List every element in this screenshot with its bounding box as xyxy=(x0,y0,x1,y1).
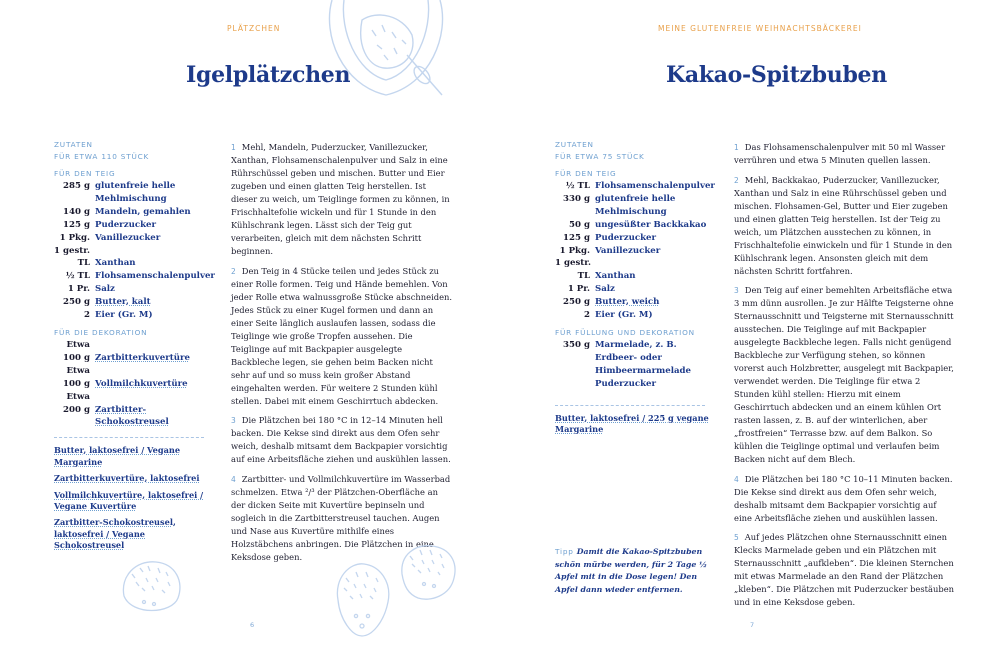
step xyxy=(734,473,956,525)
yield-heading: FÜR ETWA 110 STÜCK xyxy=(54,152,150,161)
ingredient-qty: 350 g xyxy=(563,339,590,350)
ingredient-row xyxy=(54,180,212,206)
step-number: 1 xyxy=(734,143,739,152)
yield-heading: FÜR ETWA 75 STÜCK xyxy=(555,152,645,161)
step xyxy=(734,531,956,609)
ingredient-row xyxy=(54,245,212,258)
ingredient-row xyxy=(54,270,215,283)
ingredients-heading: ZUTATEN xyxy=(54,140,93,149)
ingredient-row xyxy=(54,365,212,378)
ingredient-qty: 125 g xyxy=(563,232,590,243)
hedgehog-cookie-illustration xyxy=(330,560,394,640)
step-number: 2 xyxy=(734,175,739,185)
ingredients-heading: ZUTATEN xyxy=(555,140,594,149)
ingredient-row xyxy=(54,296,212,309)
ingredient-name: Marmelade, z. B. Erdbeer- oder Himbeermarmelade xyxy=(595,339,692,376)
ingredient-list xyxy=(54,339,212,429)
ingredient-name xyxy=(90,296,212,309)
step-text: Mehl, Mandeln, Puderzucker, Vanillezucker, Xanthan, Flohsamenschalenpulver und Salz in eine Rührschüssel geben und mischen. Butter und Eier zugeben und einen glatten Teig herstellen. Ist dieser zu weich, um Teiglinge formen zu können, in Frischhaltefolie wickeln und für 1 Stunde in den Kühlschrank legen. Lässt sich der Teig gut verarbeiten, gleich mit dem nächsten Schritt beginnen. xyxy=(231,142,450,256)
step-text: Das Flohsamenschalenpulver mit 50 ml Wasser verrühren und etwa 5 Minuten quellen lassen. xyxy=(734,142,946,165)
ingredient-name: Mandeln, gemahlen xyxy=(95,206,191,217)
ingredient-name: Xanthan xyxy=(595,271,636,282)
ingredient-name: Puderzucker xyxy=(595,232,657,243)
ingredient-row xyxy=(54,378,212,391)
ingredient-qty: Etwa xyxy=(66,365,90,376)
ingredient-name: Vanillezucker xyxy=(595,245,661,256)
ingredient-row xyxy=(54,219,212,232)
ingredient-row xyxy=(54,232,212,245)
page-number: 7 xyxy=(750,621,755,629)
step-text: Auf jedes Plätzchen ohne Sternausschnitt einen Klecks Marmelade geben und ein Plätzchen mit Sternausschnitt „aufkleben“. Die kleinen Sternchen mit etwas Marmelade an den Rand der Plätzchen „kleben“. Die Plätzchen mit Puderzucker bestäuben und in eine Keksdose geben. xyxy=(734,532,955,607)
step-number: 3 xyxy=(231,416,236,425)
group-heading: FÜR DIE DEKORATION xyxy=(54,327,148,337)
step-number: 4 xyxy=(231,474,236,484)
ingredient-row xyxy=(54,352,212,365)
ingredient-qty: 1 Pr. xyxy=(67,284,90,295)
ingredient-row xyxy=(555,309,713,322)
ingredient-row xyxy=(54,283,212,296)
ingredient-qty: 285 g xyxy=(63,181,90,191)
ingredient-qty: 2 xyxy=(584,310,590,321)
ingredient-qty: TL xyxy=(577,271,590,282)
ingredients-column xyxy=(54,139,215,557)
substitution-text: Zartbitter-Schokostreusel, laktosefrei / Vegane Schokostreusel xyxy=(54,517,176,551)
ingredient-qty xyxy=(555,378,590,391)
ingredient-name: Xanthan xyxy=(95,258,136,269)
substitution-note xyxy=(54,445,212,468)
ingredient-row xyxy=(555,339,713,378)
ingredient-qty: 250 g xyxy=(563,297,590,308)
ingredient-qty: 2 xyxy=(84,310,90,321)
hedgehog-cookie-illustration xyxy=(118,556,186,618)
step xyxy=(734,141,956,167)
page-number: 6 xyxy=(250,621,255,629)
running-head: MEINE GLUTENFREIE WEIHNACHTSBÄCKEREI xyxy=(658,24,862,33)
recipe-title: Igelplätzchen xyxy=(186,62,351,88)
divider xyxy=(555,405,705,406)
ingredient-qty: TL xyxy=(77,258,90,269)
ingredient-qty: 1 gestr. xyxy=(54,245,90,256)
ingredient-row xyxy=(555,232,713,245)
ingredient-row xyxy=(555,270,713,283)
ingredient-qty: 1 gestr. xyxy=(555,258,591,269)
step-text: Die Plätzchen bei 180 °C 10–11 Minuten backen. Die Kekse sind direkt aus dem Ofen sehr weich, deshalb mitsamt dem Backpapier vorsichtig auf eine Arbeitsfläche ziehen und auskühlen lassen. xyxy=(734,473,953,523)
ingredient-name xyxy=(90,339,212,352)
ingredient-row xyxy=(555,193,713,219)
ingredient-qty: 250 g xyxy=(63,297,90,308)
substitution-text: Butter, laktosefrei / 225 g vegane Margarine xyxy=(555,412,709,434)
ingredient-row xyxy=(54,206,212,219)
ingredient-qty: Etwa xyxy=(66,391,90,402)
ingredient-name: Salz xyxy=(95,284,115,295)
ingredient-row xyxy=(54,391,212,404)
step xyxy=(231,141,453,258)
substitution-text: Zartbitterkuvertüre, laktosefrei xyxy=(54,473,200,484)
ingredient-name xyxy=(590,296,713,309)
ingredient-name: Eier (Gr. M) xyxy=(595,310,653,321)
left-page xyxy=(0,0,502,648)
ingredient-list xyxy=(54,180,215,322)
ingredient-name: glutenfreie helle Mehlmischung xyxy=(595,193,676,217)
ingredient-link: Vollmilchkuvertüre xyxy=(95,378,188,389)
substitution-note xyxy=(54,517,212,551)
step-number: 4 xyxy=(734,474,739,484)
ingredient-link: Butter, weich xyxy=(595,297,660,308)
ingredient-name: Flohsamenschalenpulver xyxy=(95,271,215,282)
substitution-text: Vollmilchkuvertüre, laktosefrei / Vegane Kuvertüre xyxy=(54,489,204,511)
tip-label: Tipp xyxy=(555,547,574,556)
step xyxy=(734,174,956,278)
steps-column xyxy=(734,141,956,616)
substitution-note xyxy=(54,473,212,484)
ingredient-qty: 100 g xyxy=(63,352,90,363)
ingredient-qty: 200 g xyxy=(63,404,90,415)
ingredient-row xyxy=(555,378,713,391)
step-number: 5 xyxy=(734,533,739,542)
ingredient-row xyxy=(555,283,713,296)
step-text: Die Plätzchen bei 180 °C in 12–14 Minuten hell backen. Die Kekse sind direkt aus dem Ofen sehr weich, deshalb mitsamt dem Backpapier vorsichtig auf eine Arbeitsfläche ziehen und auskühlen lassen. xyxy=(231,415,451,464)
step-number: 1 xyxy=(231,143,236,152)
ingredient-qty: 1 Pkg. xyxy=(559,245,590,256)
ingredient-name: ungesüßter Backkakao xyxy=(595,219,707,230)
ingredient-qty: 125 g xyxy=(63,219,90,230)
ingredient-row xyxy=(54,404,212,430)
ingredient-link: Zartbitterkuvertüre xyxy=(95,352,190,363)
ingredient-name: Salz xyxy=(595,284,615,295)
step-text: Den Teig auf einer bemehlten Arbeitsfläche etwa 3 mm dünn ausrollen. Je zur Hälfte Teigsterne ohne Sternausschnitt und Teigsterne mit Sternausschnitt ausstechen. Die Teiglinge auf mit Backpapier ausgelegte Backbleche legen. Falls nicht genügend Backbleche zur Verfügung stehen, so können vorerst auch Holzbretter, ausgelegt mit Backpapier, verwendet werden. Die Teiglinge für etwa 2 Stunden kühl stellen: Hierzu mit einem Geschirrtuch abdecken und an einem kühlen Ort rasten lassen, z. B. auf der winterlichen, aber „frostfreien“ Terrasse bzw. auf dem Balkon. So kühlen die Teiglinge optimal und verlaufen beim Backen nicht auf dem Blech. xyxy=(734,285,954,464)
ingredient-name xyxy=(90,378,212,391)
right-page xyxy=(503,0,1005,648)
substitution-note xyxy=(54,490,212,513)
substitution-note xyxy=(555,413,713,436)
step-text: Mehl, Backkakao, Puderzucker, Vanillezucker, Xanthan und Salz in eine Rührschüssel geben und mischen. Flohsamen-Gel, Butter und Eier zugeben und einen glatten Teig herstellen. Ist der Teig zu weich, um Plätzchen ausstechen zu können, in Frischhaltefolie einwickeln und für 1 Stunde in den Kühlschrank legen. Ansonsten gleich mit dem nächsten Schritt fortfahren. xyxy=(734,174,953,276)
ingredient-name: Flohsamenschalenpulver xyxy=(595,181,715,191)
recipe-title: Kakao-Spitzbuben xyxy=(666,62,887,88)
group-heading: FÜR DEN TEIG xyxy=(54,169,116,178)
step xyxy=(734,284,956,466)
ingredient-row xyxy=(54,309,212,322)
ingredient-qty: 1 Pkg. xyxy=(59,232,90,243)
ingredient-row xyxy=(54,257,212,270)
ingredient-name: Vanillezucker xyxy=(95,232,161,243)
ingredient-qty: 100 g xyxy=(63,378,90,389)
ingredient-row xyxy=(555,245,713,258)
tip-box xyxy=(555,546,711,596)
ingredient-name xyxy=(590,257,713,270)
ingredient-qty: 330 g xyxy=(563,193,590,204)
step-text: Zartbitter- und Vollmilchkuvertüre im Wasserbad schmelzen. Etwa ²/³ der Plätzchen-Oberfläche an der dicken Seite mit Kuvertüre bepinseln und sogleich in die Zartbitterstreusel tauchen. Augen und Nase aus Kuvertüre mithilfe eines Holzstäbchens anbringen. Die Plätzchen in eine Keksdose geben. xyxy=(231,473,451,562)
ingredient-name xyxy=(90,391,212,404)
ingredient-name: Puderzucker xyxy=(595,378,657,389)
steps-column xyxy=(231,141,453,570)
tip-text: Damit die Kakao-Spitzbuben schön mürbe werden, für 2 Tage ½ Apfel mit in die Dose legen! Den Apfel dann wieder entfernen. xyxy=(555,547,708,594)
ingredient-name xyxy=(90,245,212,258)
ingredient-name xyxy=(90,404,212,430)
step-text: Den Teig in 4 Stücke teilen und jedes Stück zu einer Rolle formen. Teig und Hände bemehlen. Von jeder Rolle etwa walnussgroße Stücke abschneiden. Jedes Stück zu einer Kugel formen und dann an einer Seite länglich auslaufen lassen, sodass die Teiglinge wie große Tropfen aussehen. Die Teiglinge auf mit Backpapier ausgelegte Backbleche legen, sie gehen beim Backen nicht sehr auf und so muss kein großer Abstand eingehalten werden. Für weitere 2 Stunden kühl stellen. Dabei mit einem Geschirrtuch abdecken. xyxy=(231,265,453,406)
ingredient-list xyxy=(555,180,713,322)
ingredient-link: Zartbitter-Schokostreusel xyxy=(95,404,169,428)
group-heading: FÜR DEN TEIG xyxy=(555,169,617,178)
ingredient-name: Eier (Gr. M) xyxy=(95,310,153,321)
step-number: 2 xyxy=(231,266,236,276)
ingredient-name xyxy=(90,352,212,365)
ingredient-qty: Etwa xyxy=(66,339,90,350)
step xyxy=(231,265,453,408)
ingredients-column xyxy=(555,139,713,440)
running-head: PLÄTZCHEN xyxy=(227,24,281,33)
ingredient-qty: 50 g xyxy=(569,219,590,230)
ingredient-list xyxy=(555,339,713,391)
ingredient-row xyxy=(555,257,713,270)
ingredient-row xyxy=(54,339,212,352)
hedgehog-cookie-illustration xyxy=(396,540,462,606)
divider xyxy=(54,437,204,438)
ingredient-row xyxy=(555,296,713,309)
group-heading: FÜR FÜLLUNG UND DEKORATION xyxy=(555,327,695,337)
ingredient-name: glutenfreie helle Mehlmischung xyxy=(95,181,176,204)
ingredient-name: Puderzucker xyxy=(95,219,157,230)
ingredient-qty: ½ TL xyxy=(565,181,590,191)
ingredient-name xyxy=(90,365,212,378)
substitution-text: Butter, laktosefrei / Vegane Margarine xyxy=(54,445,181,467)
ingredient-qty: ½ TL xyxy=(65,271,90,282)
step xyxy=(231,414,453,466)
ingredient-row xyxy=(555,219,713,232)
ingredient-qty: 140 g xyxy=(63,206,90,217)
ingredient-row xyxy=(555,180,713,193)
ingredient-qty: 1 Pr. xyxy=(567,284,590,295)
step-number: 3 xyxy=(734,286,739,295)
ingredient-link: Butter, kalt xyxy=(95,297,151,308)
